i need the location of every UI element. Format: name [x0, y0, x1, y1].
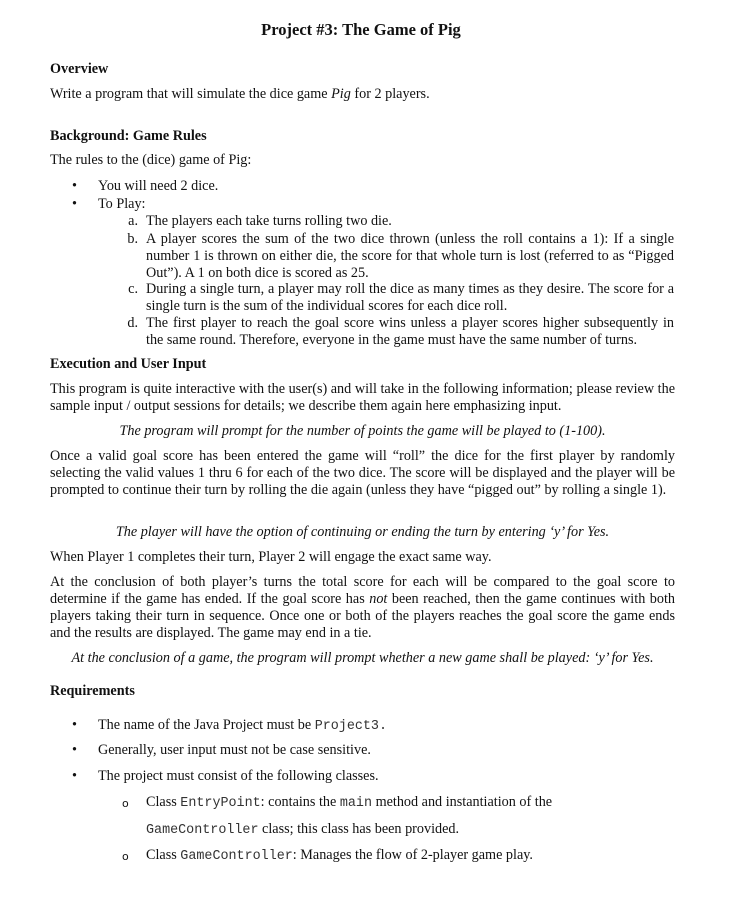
class-gamecontroller-ref-code: GameController	[146, 823, 259, 838]
overview-text	[50, 86, 675, 103]
class-entrypoint-line-2	[146, 821, 606, 839]
class-entrypoint-mid: : contains the	[260, 794, 340, 810]
class-gamecontroller-post: : Manages the flow of 2-player game play.	[292, 847, 533, 863]
background-intro: The rules to the (dice) game of Pig:	[50, 152, 252, 168]
req-classes: The project must consist of the following classes.	[98, 768, 379, 784]
req-case-insensitive: Generally, user input must not be case sensitive.	[98, 742, 371, 758]
class-entrypoint-pre: Class	[146, 794, 181, 810]
rule-label: b.	[127, 231, 138, 247]
execution-para-3: When Player 1 completes their turn, Player 2 will engage the exact same way.	[50, 549, 492, 565]
class-gamecontroller	[146, 847, 606, 865]
execution-para-1: This program is quite interactive with the user(s) and will take in the following information; please review the sample input / output sessions for details; we describe them again here emphasizing input.	[50, 381, 675, 414]
class-entrypoint-post-2: class; this class has been provided.	[258, 821, 460, 837]
para-4-italic: not	[369, 591, 388, 607]
rule-label: d.	[127, 315, 138, 331]
prompt-continue-turn: The player will have the option of continuing or ending the turn by entering ‘y’ for Yes.	[115, 524, 610, 540]
class-entrypoint-code: EntryPoint	[180, 796, 261, 811]
class-entrypoint-main-code: main	[339, 796, 373, 811]
req-project-name-code: Project3.	[314, 719, 388, 734]
rule-label: a.	[128, 213, 138, 229]
circle-bullet: o	[122, 797, 129, 810]
execution-heading: Execution and User Input	[50, 356, 207, 372]
execution-para-2: Once a valid goal score has been entered the game will “roll” the dice for the first player by randomly selecting the valid values 1 thru 6 for each of the two dice. The score will be displayed and the player will be prompted to continue their turn by rolling the die again (unless they have “pigged out” by rolling a single 1).	[50, 448, 675, 498]
bullet-dot: •	[72, 178, 77, 194]
rule-text: During a single turn, a player may roll the dice as many times as they desire. The score for a single turn is the sum of the individual scores for each dice roll.	[146, 281, 674, 314]
prompt-goal-score: The program will prompt for the number of points the game will be played to (1-100).	[119, 423, 606, 439]
rule-text: The players each take turns rolling two die.	[146, 213, 392, 229]
page-title: Project #3: The Game of Pig	[261, 20, 461, 39]
bullet-dice: You will need 2 dice.	[98, 178, 219, 194]
circle-bullet: o	[122, 850, 129, 863]
overview-text-pre: Write a program that will simulate the dice game	[50, 86, 332, 102]
overview-heading: Overview	[50, 61, 109, 77]
class-entrypoint-post: method and instantiation of the	[372, 794, 553, 810]
requirements-heading: Requirements	[50, 683, 135, 699]
class-gamecontroller-code: GameController	[180, 849, 293, 864]
prompt-new-game: At the conclusion of a game, the program will prompt whether a new game shall be played: ‘y’ for Yes.	[71, 650, 654, 666]
class-entrypoint	[146, 794, 606, 812]
overview-text-post: for 2 players.	[350, 86, 430, 102]
rule-label: c.	[128, 281, 138, 297]
bullet-dot: •	[72, 742, 77, 758]
rule-text: The first player to reach the goal score wins unless a player scores higher subsequently in the same round. Therefore, everyone in the game must have the same number of turns.	[146, 315, 674, 348]
req-project-name	[98, 717, 387, 735]
bullet-dot: •	[72, 768, 77, 784]
execution-para-4	[50, 574, 675, 642]
req-project-name-text: The name of the Java Project must be	[98, 717, 315, 733]
bullet-to-play: To Play:	[98, 196, 146, 212]
overview-text-italic: Pig	[331, 86, 351, 102]
bullet-dot: •	[72, 717, 77, 733]
rule-text: A player scores the sum of the two dice thrown (unless the roll contains a 1): If a single number 1 is thrown on either die, the score for that whole turn is lost (referred to as “Pigged Out”). A 1 on both dice is scored as 25.	[146, 231, 674, 281]
para-4-post: been reached, then the game continues with both players taking their turn in sequence. Once one or both of the players reaches the goal score the game ends and the results are displayed. The game may end in a tie.	[50, 591, 675, 641]
para-4-pre: At the conclusion of both player’s turns the total score for each will be compared to the goal score to determine if the game has ended. If the goal score has	[50, 574, 675, 607]
background-heading: Background: Game Rules	[50, 128, 207, 144]
class-gamecontroller-pre: Class	[146, 847, 181, 863]
bullet-dot: •	[72, 196, 77, 212]
